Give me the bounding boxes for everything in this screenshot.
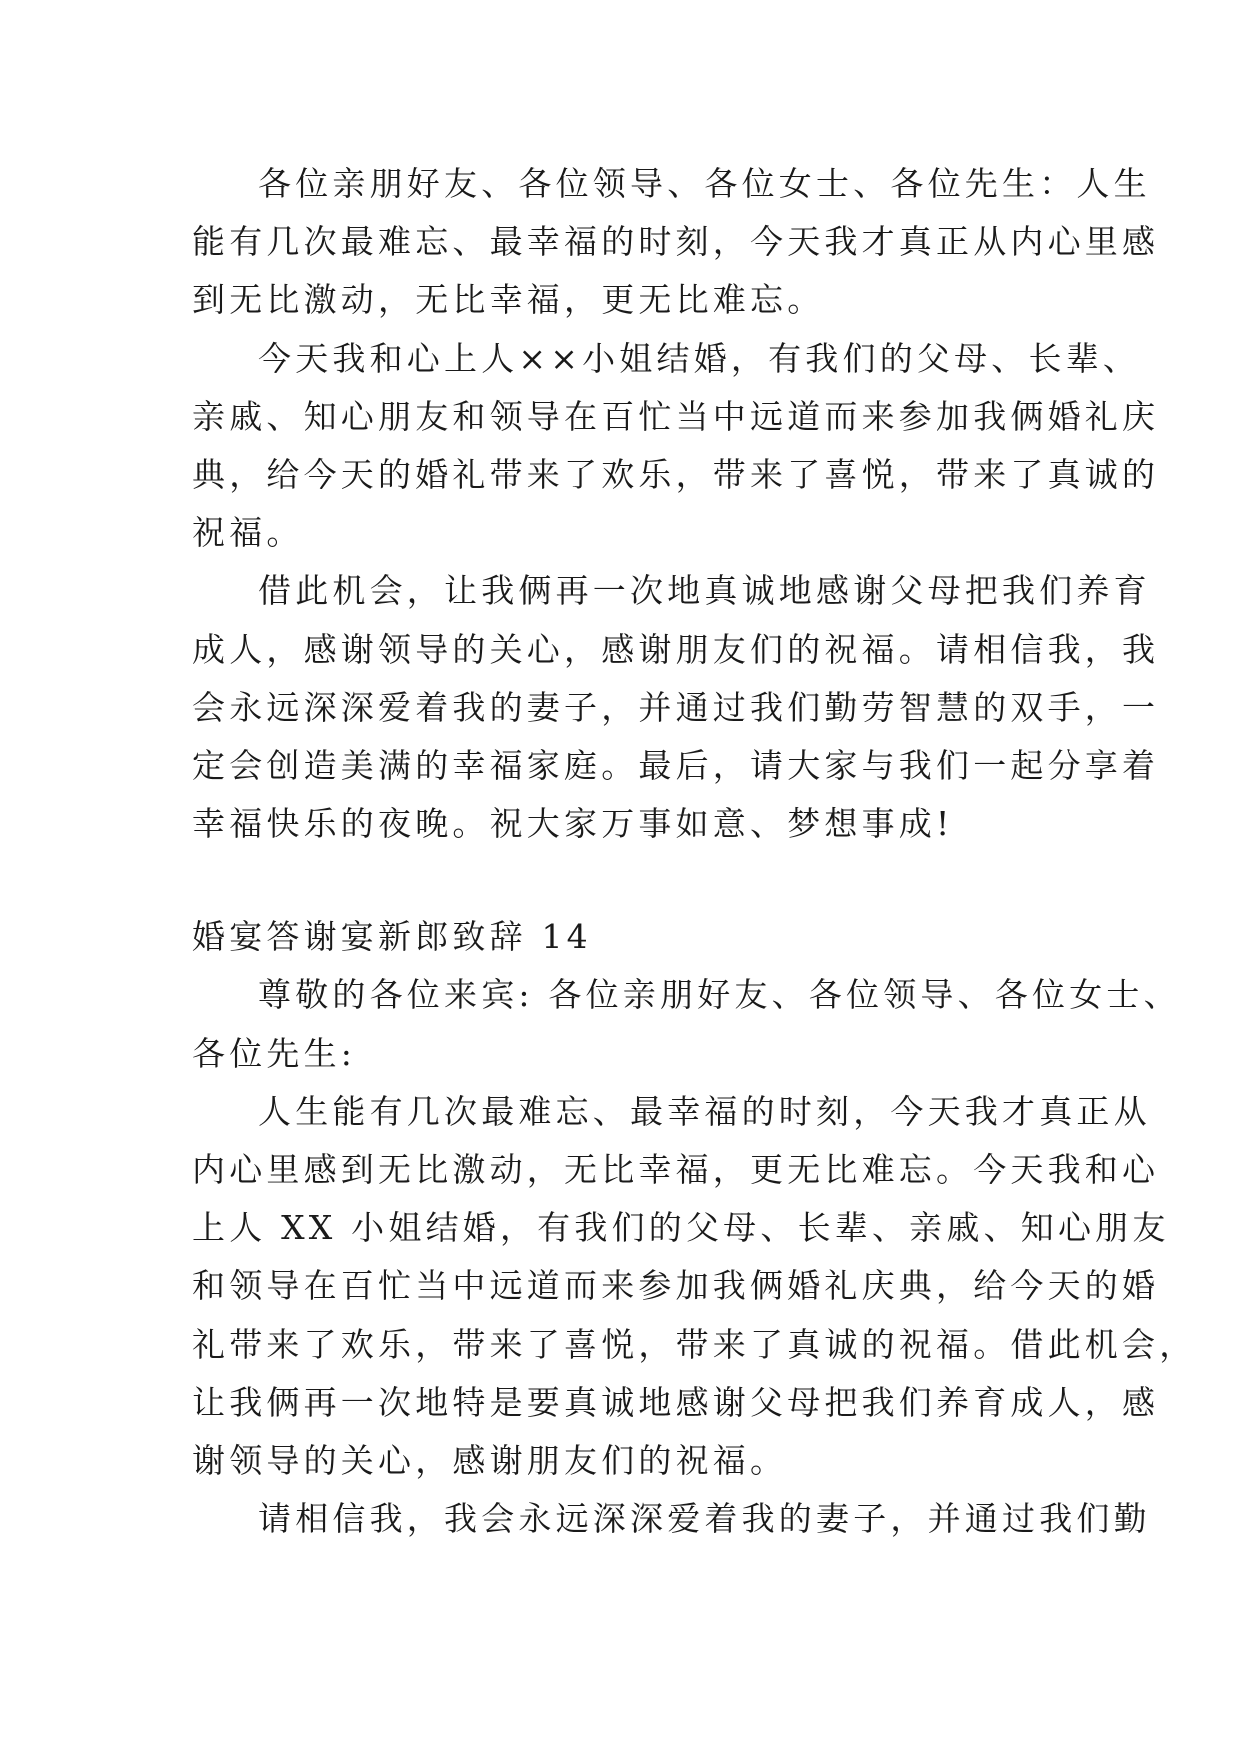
paragraph-4 (192, 966, 1181, 1082)
text-line: 典，给今天的婚礼带来了欢乐，带来了喜悦，带来了真诚的 (192, 454, 1160, 494)
text-line: 礼带来了欢乐，带来了喜悦，带来了真诚的祝福。借此机会， (192, 1324, 1197, 1364)
paragraph-6 (192, 1490, 1151, 1548)
text-line: 成人，感谢领导的关心，感谢朋友们的祝福。请相信我，我 (192, 629, 1160, 669)
text-line: 到无比激动，无比幸福，更无比难忘。 (192, 280, 825, 320)
text-line: 亲戚、知心朋友和领导在百忙当中远道而来参加我俩婚礼庆 (192, 396, 1160, 436)
paragraph-2 (192, 330, 1160, 563)
text-line: 谢领导的关心，感谢朋友们的祝福。 (192, 1440, 788, 1480)
paragraph-3 (192, 562, 1160, 853)
document-body (192, 155, 1197, 1548)
text-line: 祝福。 (192, 513, 304, 553)
paragraph-1 (192, 155, 1160, 330)
text-line: 请相信我，我会永远深深爱着我的妻子，并通过我们勤 (258, 1499, 1151, 1539)
text-line: 各位先生: (192, 1033, 357, 1073)
text-line: 让我俩再一次地特是要真诚地感谢父母把我们养育成人，感 (192, 1382, 1160, 1422)
text-line: 能有几次最难忘、最幸福的时刻，今天我才真正从内心里感 (192, 222, 1160, 262)
section-spacer (192, 853, 1052, 908)
paragraph-5 (192, 1083, 1197, 1490)
text-line: 人生能有几次最难忘、最幸福的时刻，今天我才真正从 (258, 1091, 1151, 1131)
section-heading: 婚宴答谢宴新郎致辞 14 (192, 917, 592, 957)
text-line: 内心里感到无比激动，无比幸福，更无比难忘。今天我和心 (192, 1150, 1160, 1189)
text-line: 各位亲朋好友、各位领导、各位女士、各位先生：人生 (258, 164, 1151, 203)
text-line: 尊敬的各位来宾: 各位亲朋好友、各位领导、各位女士、 (258, 975, 1181, 1015)
text-line: 和领导在百忙当中远道而来参加我俩婚礼庆典，给今天的婚 (192, 1266, 1160, 1306)
text-line: 定会创造美满的幸福家庭。最后，请大家与我们一起分享着 (192, 745, 1160, 785)
text-line: 幸福快乐的夜晚。祝大家万事如意、梦想事成! (192, 804, 954, 844)
text-line: 今天我和心上人××小姐结婚，有我们的父母、长辈、 (258, 338, 1141, 378)
text-line: 会永远深深爱着我的妻子，并通过我们勤劳智慧的双手，一 (192, 687, 1160, 727)
text-line: 借此机会，让我俩再一次地真诚地感谢父母把我们养育 (258, 571, 1151, 611)
text-line: 上人 XX 小姐结婚，有我们的父母、长辈、亲戚、知心朋友 (192, 1208, 1170, 1248)
